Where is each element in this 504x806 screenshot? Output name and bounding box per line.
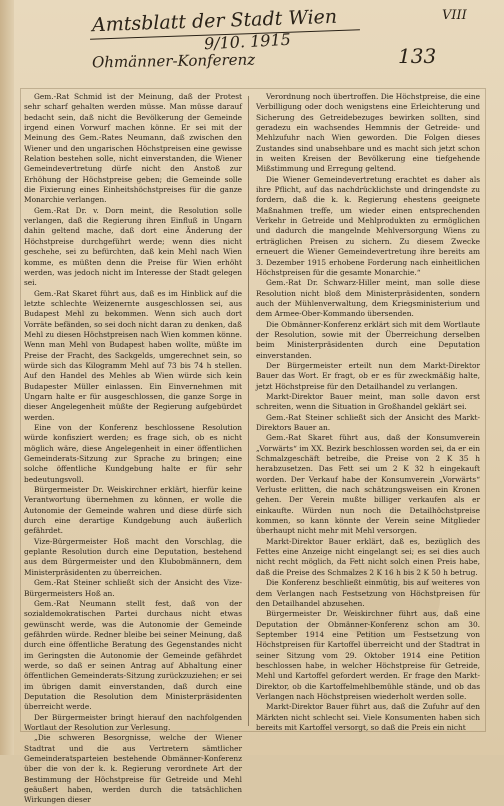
article-column-right	[256, 92, 480, 732]
column-divider	[248, 96, 249, 726]
paragraph: Eine von der Konferenz beschlossene Resolution würde konfisziert werden; es frage sich, ob es nicht möglich wäre, diese Angelegenheit in einer öffentlichen Gemeinderats-Sitzung zur Sprache zu bringen; eine solche öffentliche Kundgebung halte er für sehr bedeutungsvoll.	[24, 423, 242, 484]
paragraph: „Die schweren Besorgnisse, welche der Wiener Stadtrat und die aus Vertretern sämtlicher Gemeinderatsparteien bestehende Obmänner-Konferenz über die von der k. k. Regierung verordnete Art der Bestimmung der Höchstpreise für Getreide und Mehl geäußert haben, werden durch die tatsächlichen Wirkungen dieser	[24, 733, 242, 805]
article-column-left	[24, 92, 242, 805]
paragraph: Markt-Direktor Bauer führt aus, daß die Zufuhr auf den Märkten nicht schlecht sei. Viele Konsumenten haben sich bereits mit Kartoffel versorgt, so daß die Preis ein nicht	[256, 702, 480, 732]
paragraph: Bürgermeister Dr. Weiskirchner erklärt, hierfür keine Verantwortung übernehmen zu können, er wolle die Autonomie der Gemeinde wahren und diese dürfe sich durch eine derartige Kundgebung auch äußerlich gefährdet.	[24, 485, 242, 536]
handwritten-date: 9/10. 1915	[203, 29, 292, 54]
paragraph: Gem.-Rat Schmid ist der Meinung, daß der Protest sehr scharf gehalten werden müsse. Man müsse darauf bedacht sein, daß nicht die Bevölkerung der Gemeinde irgend einen Vorwurf machen könne. Er sei mit der Meinung des Gem.-Rates Neumann, daß zwischen den Wiener und den ungarischen Höchstpreisen eine gewisse Relation bestehen solle, nicht einverstanden, die Wiener Gemeindevertretung dürfe nicht den Anstoß zur Erhöhung der Höchstpreise geben; die Gemeinde solle die Fixierung eines Einheitshöchstpreises für die ganze Monarchie verlangen.	[24, 92, 242, 205]
paragraph: Die Konferenz beschließt einmütig, bis auf weiteres von dem Verlangen nach Festsetzung von Höchstpreisen für den Detailhandel abzusehen.	[256, 578, 480, 608]
paragraph: Gem.-Rat Steiner schließt sich der Ansicht des Vize-Bürgermeisters Hoß an.	[24, 578, 242, 598]
paragraph: Der Bürgermeister bringt hierauf den nachfolgenden Wortlaut der Resolution zur Verlesung.	[24, 712, 242, 732]
paragraph: Die Obmänner-Konferenz erklärt sich mit dem Wortlaute der Resolution, sowie mit der Überreichung derselben beim Ministerpräsidenten durch eine Deputation einverstanden.	[256, 319, 480, 360]
paragraph: Gem.-Rat Dr. Schwarz-Hiller meint, man solle diese Resolution nicht bloß dem Ministerpräsidenten, sondern auch der Mühlenverwaltung, dem Kriegsministerium und dem Armee-Ober-Kommando übersenden.	[256, 278, 480, 319]
paper-edge	[0, 0, 14, 755]
paragraph: Verordnung noch übertroffen. Die Höchstpreise, die eine Verbilligung oder doch wenigstens eine Erleichterung und Sicherung des Getreidebezuges bewirken sollten, sind geradezu ein wachsendes Hemmnis der Getreide- und Mehlzufuhr nach Wien geworden. Die Folgen dieses Zustandes sind unabsehbare und es macht sich jetzt schon in weiten Kreisen der Bevölkerung eine tiefgehende Mißstimmung und Erregung geltend.	[256, 92, 480, 174]
paragraph: Die Wiener Gemeindevertretung erachtet es daher als ihre Pflicht, auf das nachdrücklichste und dringendste zu fordern, daß die k. k. Regierung ehestens geeignete Maßnahmen treffe, um wieder einen entsprechenden Verkehr in Getreide und Mehlprodukten zu ermöglichen und dadurch die mangelnde Mehlversorgung Wiens zu erträglichen Preisen zu sichern. Zu diesem Zwecke erneuert die Wiener Gemeindevertretung ihre bereits am 3. Dezember 1915 erhobene Forderung nach einheitlichen Höchstpreisen für die gesamte Monarchie.“	[256, 174, 480, 277]
handwritten-subtitle: Ohmänner-Konferenz	[91, 50, 256, 72]
paragraph: Der Bürgermeister erteilt nun dem Markt-Direktor Bauer das Wort. Er fragt, ob er es für zweckmäßig halte, jetzt Höchstpreise für den Detailhandel zu verlangen.	[256, 360, 480, 391]
handwritten-volume-numeral: VIII	[442, 8, 467, 23]
handwritten-page-number: 133	[398, 44, 437, 68]
paragraph: Gem.-Rat Skaret führt aus, daß es im Hinblick auf die letzte schlechte Weizenernte ausgeschlossen sei, aus Budapest Mehl zu bekommen. Wenn sich auch dort Vorräte befänden, so sei doch nicht daran zu denken, daß Mehl zu diesen Höchstpreisen nach Wien kommen könne. Wenn man Mehl von Budapest haben wollte, müßte im Preise der Fracht, des Sackgelds, umgerechnet sein, so würde sich das Kilogramm Mehl auf 73 bis 74 h stellen. Auf den Handel des Mehles ab Wien würde sich kein Budapester Müller einlassen. Ein Einvernehmen mit Ungarn halte er für ausgeschlossen, die ganze Sorge in dieser Angelegenheit müßte der Regierung aufgebürdet werden.	[24, 288, 242, 422]
paragraph: Gem.-Rat Skaret führt aus, daß der Konsumverein „Vorwärts“ im XX. Bezirk beschlossen worden sei, da er ein Schmalzgeschäft betreibe, die Preise von 2 K 35 h herabzusetzen. Das Fett sei um 2 K 32 h eingekauft worden. Der Verkauf habe der Konsumverein „Vorwärts“ Verluste erlitten, die nach schätzungsweisen ein Kronen gehen. Der Verein mußte billiger verkaufen als er einkaufte. Würden nun noch die Detailhöchstpreise kommen, so kann könnte der Verein seine Mitglieder überhaupt nicht mehr mit Mehl versorgen.	[256, 433, 480, 536]
paragraph: Gem.-Rat Steiner schließt sich der Ansicht des Markt-Direktors Bauer an.	[256, 412, 480, 432]
paragraph: Gem.-Rat Neumann stellt fest, daß von der sozialdemokratischen Partei durchaus nicht etwas gewünscht werde, was die Autonomie der Gemeinde gefährden würde. Redner bleibe bei seiner Meinung, daß durch eine öffentliche Beratung des Gegenstandes nicht im Geringsten die Autonomie der Gemeinde gefährdet werde, so daß er seinen Antrag auf Abhaltung einer öffentlichen Gemeinderats-Sitzung zurückzuziehen; er sei im übrigen damit einverstanden, daß durch eine Deputation die Resolution dem Ministerpräsidenten überreicht werde.	[24, 598, 242, 712]
paragraph: Gem.-Rat Dr. v. Dorn meint, die Resolution solle verlangen, daß die Regierung ihren Einfluß in Ungarn dahin geltend mache, daß dort eine Änderung der Höchstpreise durchgeführt werde; wenn dies nicht geschehe, sei zu befürchten, daß kein Mehl nach Wien komme, es müßten denn die Preise für Wien erhöht werden, was jedoch nicht im Interesse der Stadt gelegen sei.	[24, 205, 242, 288]
paragraph: Markt-Direktor Bauer erklärt, daß es, bezüglich des Fettes eine Anzeige nicht eingelangt sei; es sei dies auch nicht recht möglich, da Fett nicht solch einen Preis habe, daß die Preise des Schmalzes 2 K 16 h bis 2 K 50 h betrug.	[256, 536, 480, 577]
paragraph: Vize-Bürgermeister Hoß macht den Vorschlag, die geplante Resolution durch eine Deputation, bestehend aus dem Bürgermeister und den Klubobmännern, dem Ministerpräsidenten zu überreichen.	[24, 536, 242, 577]
paragraph: Markt-Direktor Bauer meint, man solle davon erst schreiten, wenn die Situation in Großhandel geklärt sei.	[256, 391, 480, 412]
handwritten-source-title: Amtsblatt der Stadt Wien	[91, 5, 338, 37]
paragraph: Bürgermeister Dr. Weiskirchner führt aus, daß eine Deputation der Obmänner-Konferenz schon am 30. September 1914 eine Petition um Festsetzung von Höchstpreisen für Kartoffel überreicht und der Stadtrat in seiner Sitzung vom 29. Oktober 1914 eine Petition beschlossen habe, in welcher Höchstpreise für Getreide, Mehl und Kartoffel gefordert werden. Er frage den Markt-Direktor, ob die Kartoffelmehlbemühle stände, und ob das Verlangen nach Höchstpreisen wiederholt werden solle.	[256, 609, 480, 701]
